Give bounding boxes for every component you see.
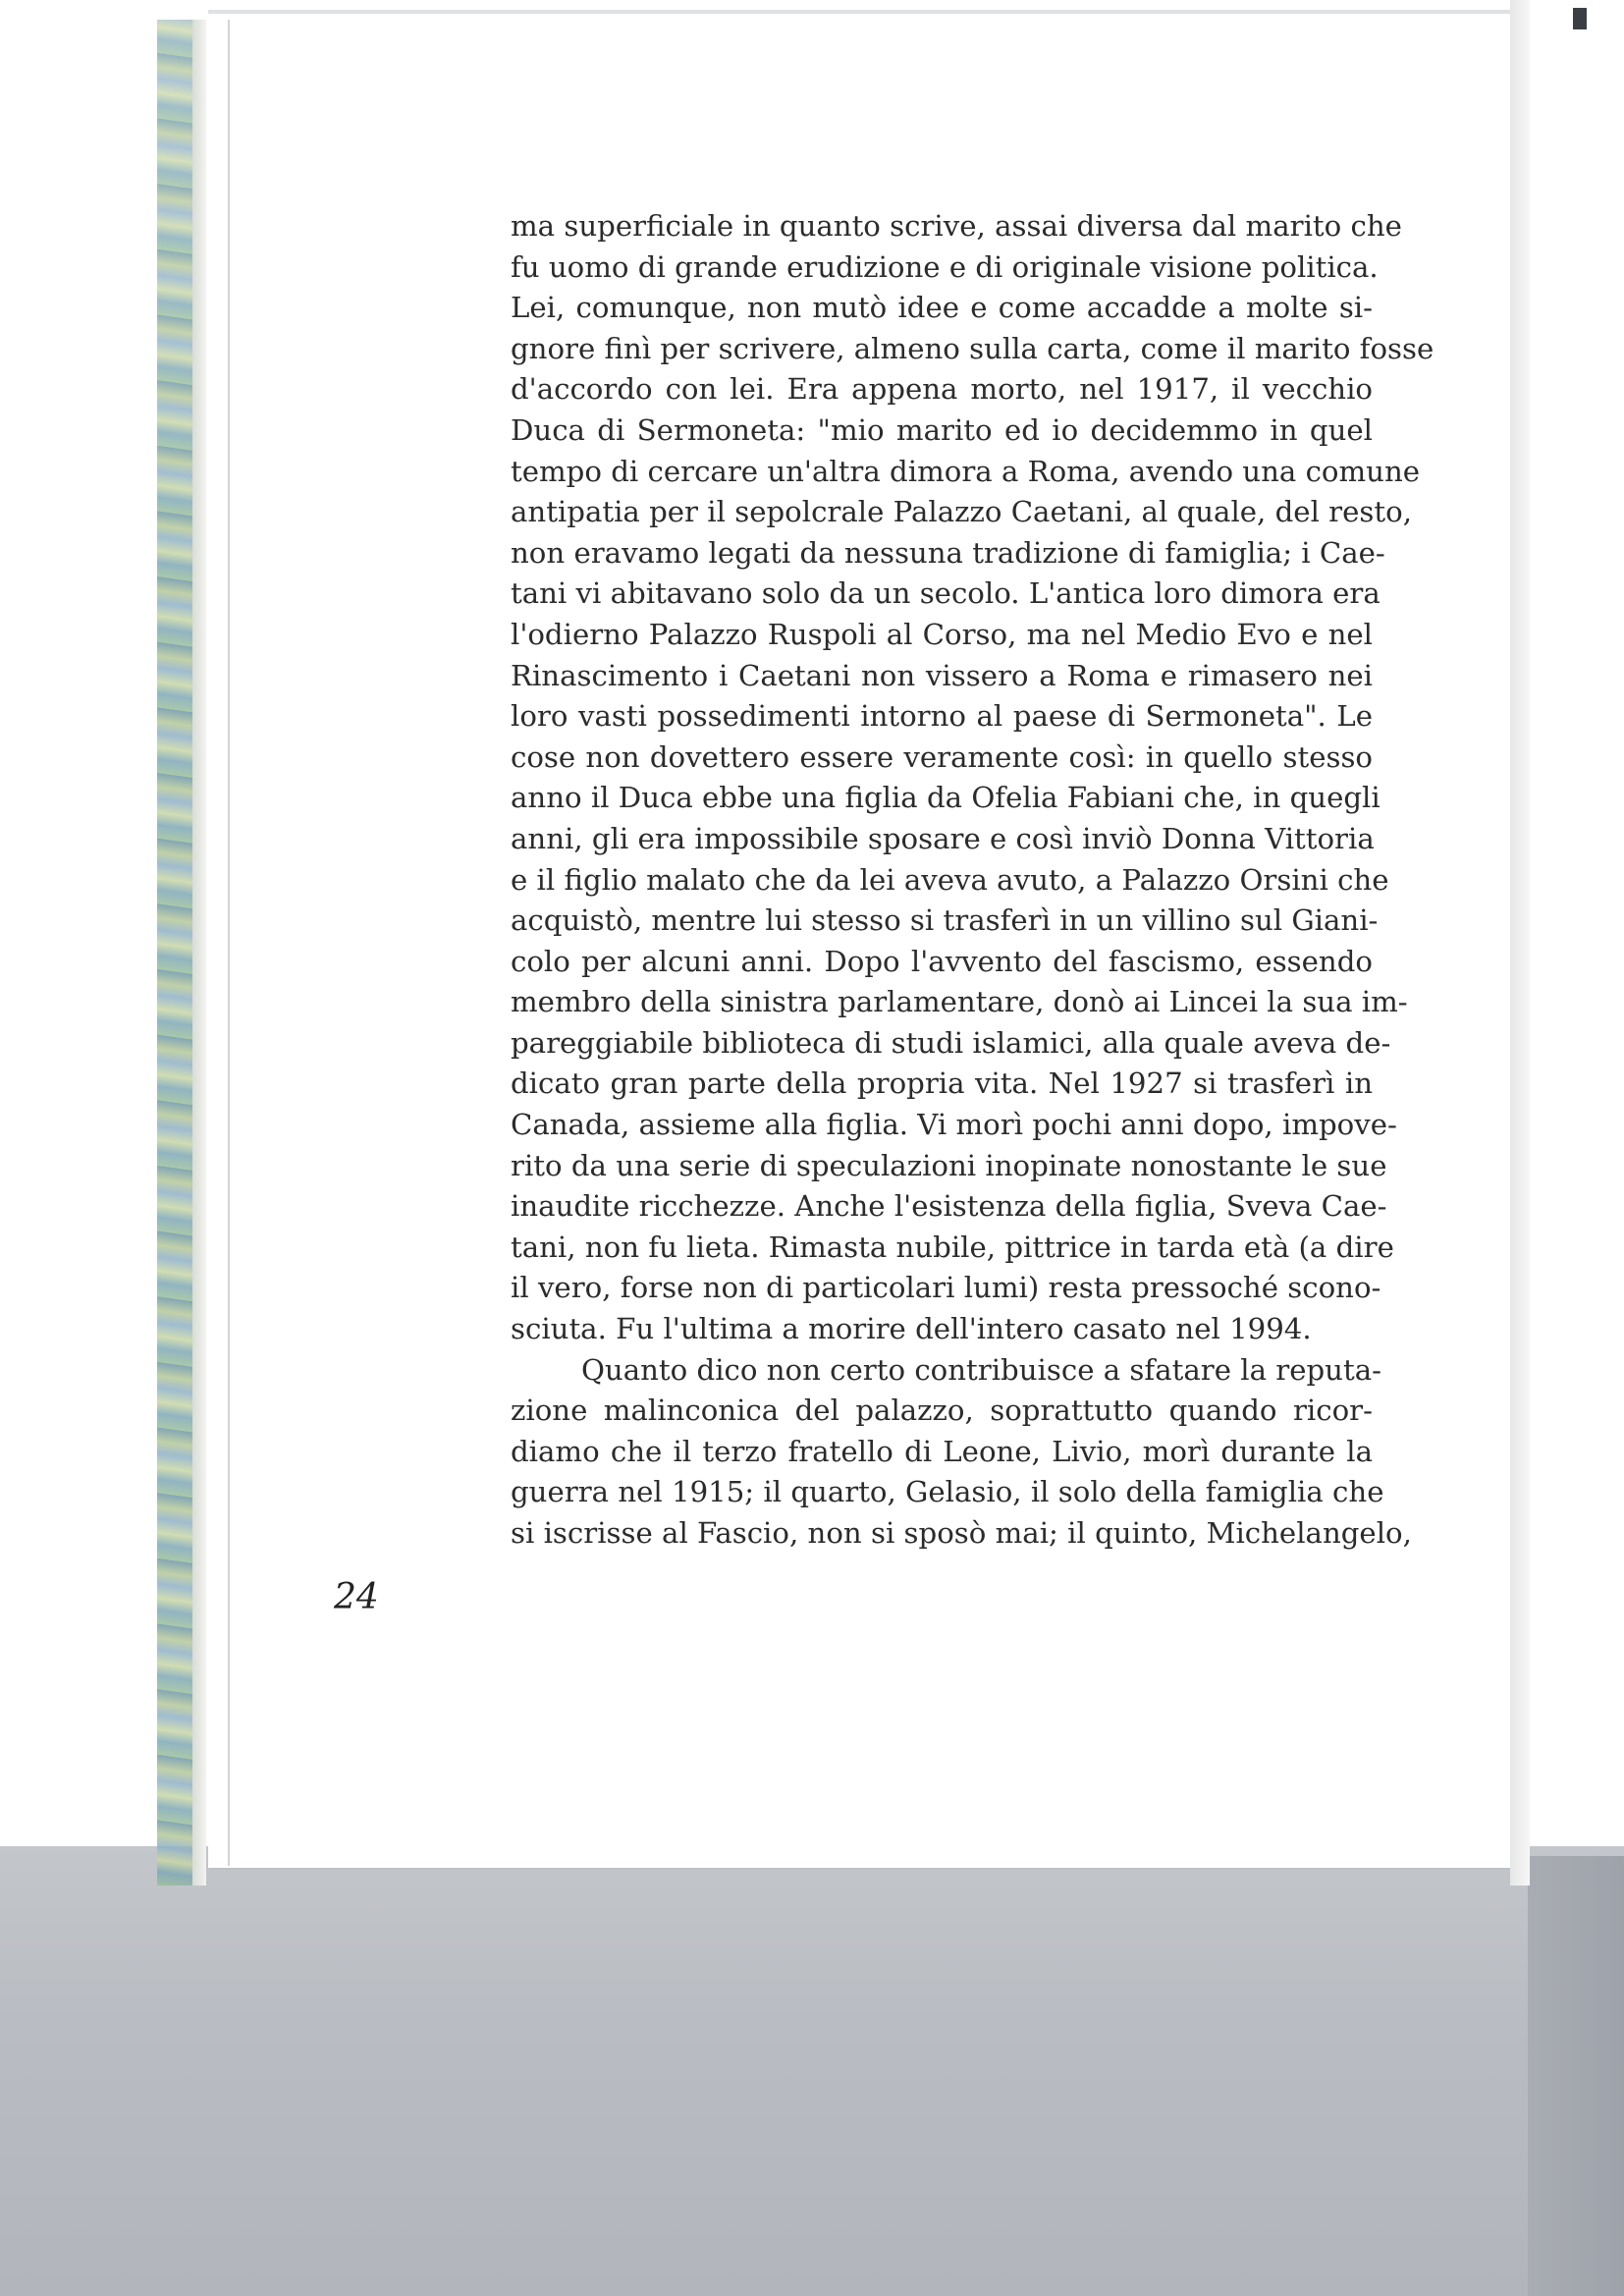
body-text — [511, 206, 1435, 1555]
text-line: cose non dovettero essere veramente così: in quello stesso — [511, 739, 1373, 774]
text-line: antipatia per il sepolcrale Palazzo Caetani, al quale, del resto, — [511, 495, 1412, 529]
text-line: pareggiabile biblioteca di studi islamici, alla quale aveva de- — [511, 1025, 1391, 1060]
text-line: non eravamo legati da nessuna tradizione di famiglia; i Cae- — [511, 535, 1385, 570]
text-line: e il figlio malato che da lei aveva avuto, a Palazzo Orsini che — [511, 862, 1389, 897]
text-line: fu uomo di grande erudizione e di originale visione politica. — [511, 249, 1379, 284]
text-line: ma superficiale in quanto scrive, assai diversa dal marito che — [511, 209, 1402, 243]
text-line: il vero, forse non di particolari lumi) resta pressoché scono- — [511, 1271, 1381, 1305]
text-line: anno il Duca ebbe una figlia da Ofelia Fabiani che, in quegli — [511, 781, 1380, 815]
text-line: sciuta. Fu l'ultima a morire dell'intero casato nel 1994. — [511, 1312, 1312, 1346]
text-line: zione malinconica del palazzo, soprattutto quando ricor- — [511, 1394, 1373, 1428]
corner-mark — [1573, 8, 1587, 29]
text-line: dicato gran parte della propria vita. Nel 1927 si trasferì in — [511, 1066, 1373, 1101]
text-line: Quanto dico non certo contribuisce a sfatare la reputa- — [581, 1352, 1381, 1387]
text-line: tani, non fu lieta. Rimasta nubile, pittrice in tarda età (a dire — [511, 1230, 1394, 1264]
text-line: anni, gli era impossibile sposare e così inviò Donna Vittoria — [511, 821, 1375, 855]
text-line: Canada, assieme alla figlia. Vi morì pochi anni dopo, impove- — [511, 1108, 1397, 1142]
text-line: colo per alcuni anni. Dopo l'avvento del fascismo, essendo — [511, 944, 1373, 978]
text-line: Duca di Sermoneta: "mio marito ed io decidemmo in quel — [511, 412, 1373, 447]
page-top-edge — [208, 10, 1514, 14]
page-right-edge — [1510, 0, 1530, 1886]
text-line: si iscrisse al Fascio, non si sposò mai; il quinto, Michelangelo, — [511, 1516, 1412, 1550]
text-line: tani vi abitavano solo da un secolo. L'antica loro dimora era — [511, 576, 1380, 611]
text-line: Rinascimento i Caetani non vissero a Roma e rimasero nei — [511, 658, 1373, 692]
text-line: inaudite ricchezze. Anche l'esistenza della figlia, Sveva Cae- — [511, 1189, 1387, 1224]
text-line: gnore finì per scrivere, almeno sulla carta, come il marito fosse — [511, 331, 1435, 365]
book-spine-edge — [192, 20, 206, 1886]
text-line: l'odierno Palazzo Ruspoli al Corso, ma nel Medio Evo e nel — [511, 617, 1373, 651]
text-line: tempo di cercare un'altra dimora a Roma, avendo una comune — [511, 454, 1421, 488]
text-line: guerra nel 1915; il quarto, Gelasio, il solo della famiglia che — [511, 1475, 1384, 1509]
scanner-background — [0, 1846, 1624, 2296]
page-number: 24 — [334, 1577, 379, 1617]
text-line: acquistò, mentre lui stesso si trasferì in un villino sul Giani- — [511, 903, 1379, 938]
text-line: loro vasti possedimenti intorno al paese di Sermoneta". Le — [511, 699, 1373, 734]
text-line: diamo che il terzo fratello di Leone, Livio, morì durante la — [511, 1434, 1373, 1468]
text-line: Lei, comunque, non mutò idee e come accadde a molte si- — [511, 291, 1373, 325]
text-line: d'accordo con lei. Era appena morto, nel 1917, il vecchio — [511, 372, 1373, 407]
text-line: membro della sinistra parlamentare, donò ai Lincei la sua im- — [511, 985, 1408, 1019]
scanner-edge-shadow — [1528, 1856, 1624, 2296]
page-gutter-line — [228, 20, 230, 1866]
text-line: rito da una serie di speculazioni inopinate nonostante le sue — [511, 1148, 1387, 1182]
